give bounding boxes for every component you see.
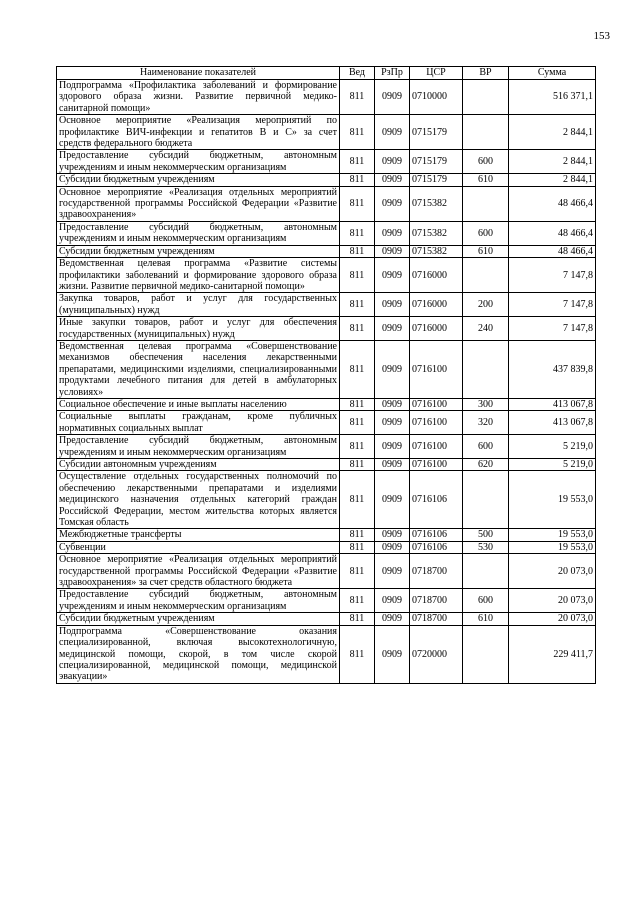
row-name: Основное мероприятие «Реализация мероприятий по профилактике ВИЧ-инфекции и гепатитов В и С» за счет средств федерального бюджета [57,115,340,150]
row-rzpr: 0909 [375,150,410,174]
row-rzpr: 0909 [375,459,410,471]
row-sum: 413 067,8 [509,398,596,410]
row-sum: 5 219,0 [509,435,596,459]
table-row [57,411,596,435]
table-row [57,174,596,186]
table-row [57,541,596,553]
row-sum: 7 147,8 [509,317,596,341]
header-vr: ВР [463,67,509,80]
row-csr: 0716100 [410,459,463,471]
row-sum: 2 844,1 [509,174,596,186]
header-name: Наименование показателей [57,67,340,80]
row-name: Предоставление субсидий бюджетным, автономным учреждениям и иным некоммерческим организациям [57,435,340,459]
row-sum: 2 844,1 [509,115,596,150]
row-csr: 0716100 [410,411,463,435]
row-vr [463,258,509,293]
row-name: Субсидии бюджетным учреждениям [57,613,340,625]
row-name: Субсидии автономным учреждениям [57,459,340,471]
row-rzpr: 0909 [375,115,410,150]
row-ved: 811 [340,317,375,341]
table-row [57,258,596,293]
table-row [57,459,596,471]
row-ved: 811 [340,398,375,410]
row-sum: 20 073,0 [509,589,596,613]
row-csr: 0716000 [410,258,463,293]
row-rzpr: 0909 [375,174,410,186]
row-rzpr: 0909 [375,589,410,613]
row-rzpr: 0909 [375,529,410,541]
row-ved: 811 [340,258,375,293]
row-csr: 0716100 [410,435,463,459]
row-rzpr: 0909 [375,317,410,341]
row-rzpr: 0909 [375,613,410,625]
row-name: Социальные выплаты гражданам, кроме публичных нормативных социальных выплат [57,411,340,435]
row-sum: 2 844,1 [509,150,596,174]
row-csr: 0716100 [410,398,463,410]
table-row [57,221,596,245]
row-vr: 610 [463,174,509,186]
row-ved: 811 [340,589,375,613]
row-vr: 240 [463,317,509,341]
row-ved: 811 [340,150,375,174]
row-ved: 811 [340,174,375,186]
table-row [57,245,596,257]
table-row [57,150,596,174]
row-vr [463,340,509,398]
header-sum: Сумма [509,67,596,80]
row-csr: 0716000 [410,293,463,317]
table-row [57,613,596,625]
row-vr: 200 [463,293,509,317]
row-ved: 811 [340,459,375,471]
row-rzpr: 0909 [375,411,410,435]
table-row [57,186,596,221]
row-vr: 610 [463,613,509,625]
row-rzpr: 0909 [375,471,410,529]
row-ved: 811 [340,554,375,589]
row-vr: 600 [463,589,509,613]
row-vr: 600 [463,435,509,459]
row-rzpr: 0909 [375,541,410,553]
header-rzpr: РзПр [375,67,410,80]
row-name: Ведомственная целевая программа «Развитие системы профилактики заболеваний и формирование здорового образа жизни. Развитие первичной медико-санитарной помощи» [57,258,340,293]
table-row [57,471,596,529]
row-csr: 0716000 [410,317,463,341]
table-body [57,80,596,684]
row-ved: 811 [340,471,375,529]
row-csr: 0718700 [410,613,463,625]
row-csr: 0716106 [410,529,463,541]
row-rzpr: 0909 [375,221,410,245]
row-name: Межбюджетные трансферты [57,529,340,541]
row-ved: 811 [340,80,375,115]
row-name: Субвенции [57,541,340,553]
row-name: Предоставление субсидий бюджетным, автономным учреждениям и иным некоммерческим организациям [57,221,340,245]
table-row [57,80,596,115]
row-vr [463,471,509,529]
table-row [57,554,596,589]
row-sum: 19 553,0 [509,541,596,553]
table-row [57,435,596,459]
row-name: Социальное обеспечение и иные выплаты населению [57,398,340,410]
row-name: Подпрограмма «Совершенствование оказания специализированной, включая высокотехнологичную, медицинской помощи, скорой, в том числе скорой специализированной, медицинской помощи, медицинской эвакуации» [57,625,340,683]
row-csr: 0715382 [410,245,463,257]
row-rzpr: 0909 [375,258,410,293]
row-name: Подпрограмма «Профилактика заболеваний и формирование здорового образа жизни. Развитие первичной медико-санитарной помощи» [57,80,340,115]
row-ved: 811 [340,625,375,683]
row-name: Закупка товаров, работ и услуг для государственных (муниципальных) нужд [57,293,340,317]
row-sum: 7 147,8 [509,258,596,293]
row-name: Ведомственная целевая программа «Совершенствование механизмов обеспечения населения лекарственными препаратами, медицинскими изделиями, специализированными продуктами лечебного питания для детей в амбулаторных условиях» [57,340,340,398]
row-ved: 811 [340,186,375,221]
row-vr [463,115,509,150]
row-sum: 48 466,4 [509,221,596,245]
table-row [57,317,596,341]
row-name: Основное мероприятие «Реализация отдельных мероприятий государственной программы Российской Федерации «Развитие здравоохранения» за счет средств областного бюджета [57,554,340,589]
row-vr: 320 [463,411,509,435]
row-sum: 229 411,7 [509,625,596,683]
row-rzpr: 0909 [375,398,410,410]
row-vr: 620 [463,459,509,471]
row-name: Иные закупки товаров, работ и услуг для обеспечения государственных (муниципальных) нужд [57,317,340,341]
row-vr [463,186,509,221]
row-ved: 811 [340,435,375,459]
table-row [57,398,596,410]
table-row [57,340,596,398]
row-name: Субсидии бюджетным учреждениям [57,174,340,186]
row-sum: 5 219,0 [509,459,596,471]
row-vr [463,625,509,683]
row-sum: 20 073,0 [509,613,596,625]
table-header-row [57,67,596,80]
row-sum: 19 553,0 [509,471,596,529]
row-csr: 0715179 [410,115,463,150]
row-sum: 19 553,0 [509,529,596,541]
budget-table [56,66,596,684]
page-number: 153 [593,30,610,42]
row-ved: 811 [340,411,375,435]
row-vr [463,80,509,115]
row-name: Предоставление субсидий бюджетным, автономным учреждениям и иным некоммерческим организациям [57,150,340,174]
row-name: Основное мероприятие «Реализация отдельных мероприятий государственной программы Российской Федерации «Развитие здравоохранения» [57,186,340,221]
row-ved: 811 [340,245,375,257]
table-row [57,589,596,613]
row-sum: 413 067,8 [509,411,596,435]
row-rzpr: 0909 [375,293,410,317]
row-vr: 600 [463,150,509,174]
row-rzpr: 0909 [375,435,410,459]
row-name: Предоставление субсидий бюджетным, автономным учреждениям и иным некоммерческим организациям [57,589,340,613]
row-csr: 0718700 [410,589,463,613]
row-rzpr: 0909 [375,554,410,589]
row-ved: 811 [340,293,375,317]
table-row [57,529,596,541]
row-rzpr: 0909 [375,80,410,115]
row-vr: 530 [463,541,509,553]
row-csr: 0715382 [410,221,463,245]
row-sum: 7 147,8 [509,293,596,317]
row-ved: 811 [340,221,375,245]
row-ved: 811 [340,613,375,625]
row-rzpr: 0909 [375,245,410,257]
row-csr: 0710000 [410,80,463,115]
row-sum: 516 371,1 [509,80,596,115]
row-vr [463,554,509,589]
row-sum: 20 073,0 [509,554,596,589]
row-csr: 0715179 [410,174,463,186]
row-sum: 48 466,4 [509,245,596,257]
row-name: Субсидии бюджетным учреждениям [57,245,340,257]
row-rzpr: 0909 [375,186,410,221]
row-sum: 437 839,8 [509,340,596,398]
row-csr: 0718700 [410,554,463,589]
row-ved: 811 [340,115,375,150]
row-csr: 0720000 [410,625,463,683]
row-csr: 0716106 [410,471,463,529]
header-ved: Вед [340,67,375,80]
table-row [57,115,596,150]
row-sum: 48 466,4 [509,186,596,221]
row-ved: 811 [340,529,375,541]
row-vr: 600 [463,221,509,245]
row-rzpr: 0909 [375,340,410,398]
row-ved: 811 [340,340,375,398]
row-name: Осуществление отдельных государственных полномочий по обеспечению лекарственными препаратами и изделиями медицинского назначения отдельных категорий граждан Российской Федерации, местом жительства которых является Томская область [57,471,340,529]
row-csr: 0716106 [410,541,463,553]
row-csr: 0715179 [410,150,463,174]
row-vr: 610 [463,245,509,257]
row-vr: 500 [463,529,509,541]
row-csr: 0716100 [410,340,463,398]
table-row [57,293,596,317]
row-rzpr: 0909 [375,625,410,683]
row-vr: 300 [463,398,509,410]
row-ved: 811 [340,541,375,553]
table-row [57,625,596,683]
row-csr: 0715382 [410,186,463,221]
header-csr: ЦСР [410,67,463,80]
